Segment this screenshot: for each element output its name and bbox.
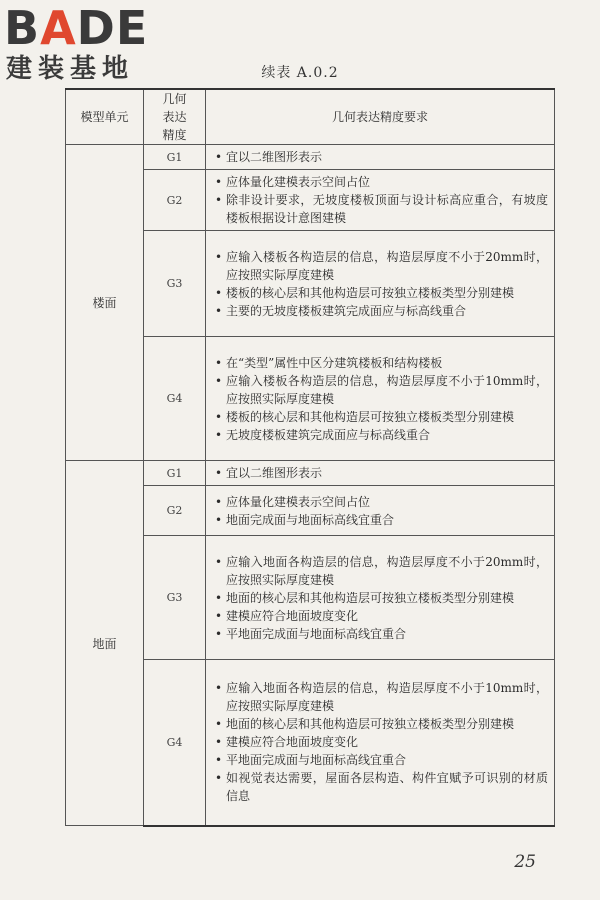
- bullet-icon: •: [215, 427, 223, 442]
- bullet-icon: •: [215, 590, 223, 605]
- requirements-cell: [206, 145, 555, 170]
- requirement-item: [215, 751, 548, 769]
- requirement-item: [215, 715, 548, 733]
- precision-grade-cell: G4: [144, 337, 206, 461]
- precision-grade-cell: G3: [144, 231, 206, 337]
- precision-grade-cell: G3: [144, 536, 206, 660]
- requirement-item: [215, 464, 548, 482]
- requirement-text: 应输入地面各构造层的信息，构造层厚度不小于10mm时，应按照实际厚度建模: [226, 681, 548, 714]
- requirement-item: [215, 607, 548, 625]
- requirement-text: 地面的核心层和其他构造层可按独立楼板类型分别建模: [226, 590, 515, 605]
- requirement-text: 应输入楼板各构造层的信息，构造层厚度不小于20mm时，应按照实际厚度建模: [226, 249, 548, 282]
- requirements-cell: [206, 231, 555, 337]
- bullet-icon: •: [215, 681, 223, 696]
- header-grade: 几何表达精度: [144, 89, 206, 145]
- bullet-icon: •: [215, 512, 223, 527]
- requirement-item: [215, 191, 548, 227]
- requirement-text: 地面的核心层和其他构造层可按独立楼板类型分别建模: [226, 717, 515, 732]
- precision-grade-cell: G2: [144, 486, 206, 536]
- requirement-item: [215, 679, 548, 715]
- requirements-cell: [206, 461, 555, 486]
- requirement-text: 平地面完成面与地面标高线宜重合: [226, 626, 407, 641]
- requirement-text: 在“类型”属性中区分建筑楼板和结构楼板: [226, 355, 443, 370]
- requirement-item: [215, 284, 548, 302]
- requirement-text: 应体量化建模表示空间占位: [226, 175, 371, 189]
- requirement-text: 宜以二维图形表示: [226, 150, 323, 164]
- requirement-item: [215, 248, 548, 284]
- requirements-cell: [206, 170, 555, 231]
- requirement-text: 无坡度楼板建筑完成面应与标高线重合: [226, 427, 431, 442]
- model-unit-cell: 楼面: [66, 145, 144, 461]
- bullet-icon: •: [215, 626, 223, 641]
- precision-grade-cell: G1: [144, 461, 206, 486]
- requirement-item: [215, 173, 548, 191]
- requirement-item: [215, 148, 548, 166]
- requirement-item: [215, 511, 548, 529]
- requirements-cell: [206, 660, 555, 826]
- bullet-icon: •: [215, 249, 223, 264]
- table-body: [66, 145, 555, 826]
- page-number: 25: [514, 852, 536, 872]
- bullet-icon: •: [215, 466, 223, 480]
- logo-wordmark: BADE: [4, 1, 149, 55]
- bullet-icon: •: [215, 735, 223, 750]
- logo-accent-letter: A: [40, 1, 77, 55]
- precision-grade-cell: G4: [144, 660, 206, 826]
- precision-table: [65, 88, 555, 827]
- requirement-item: [215, 372, 548, 408]
- requirement-text: 建模应符合地面坡度变化: [226, 608, 359, 623]
- requirement-item: [215, 493, 548, 511]
- bullet-icon: •: [215, 409, 223, 424]
- header-requirements: 几何表达精度要求: [206, 89, 555, 145]
- bullet-icon: •: [215, 150, 223, 164]
- bullet-icon: •: [215, 494, 223, 509]
- requirement-item: [215, 408, 548, 426]
- precision-grade-cell: G2: [144, 170, 206, 231]
- bullet-icon: •: [215, 608, 223, 623]
- requirement-item: [215, 589, 548, 607]
- bullet-icon: •: [215, 285, 223, 300]
- bullet-icon: •: [215, 717, 223, 732]
- requirement-text: 平地面完成面与地面标高线宜重合: [226, 753, 407, 768]
- header-unit: 模型单元: [66, 89, 144, 145]
- requirement-text: 地面完成面与地面标高线宜重合: [226, 512, 395, 527]
- requirement-text: 主要的无坡度楼板建筑完成面应与标高线重合: [226, 303, 467, 318]
- requirements-cell: [206, 536, 555, 660]
- bullet-icon: •: [215, 554, 223, 569]
- requirement-text: 楼板的核心层和其他构造层可按独立楼板类型分别建模: [226, 285, 515, 300]
- table-header-row: [66, 89, 555, 145]
- requirement-text: 楼板的核心层和其他构造层可按独立楼板类型分别建模: [226, 409, 515, 424]
- requirement-text: 应体量化建模表示空间占位: [226, 494, 371, 509]
- requirement-text: 除非设计要求，无坡度楼板顶面与设计标高应重合，有坡度楼板根据设计意图建模: [226, 193, 548, 225]
- requirement-text: 建模应符合地面坡度变化: [226, 735, 359, 750]
- table-row: [66, 461, 555, 486]
- requirement-item: [215, 426, 548, 444]
- requirements-cell: [206, 337, 555, 461]
- requirement-text: 如视觉表达需要，屋面各层构造、构件宜赋予可识别的材质信息: [226, 771, 548, 804]
- logo-subtitle: 建装基地: [6, 54, 135, 84]
- bullet-icon: •: [215, 771, 223, 786]
- requirement-text: 宜以二维图形表示: [226, 466, 323, 480]
- requirements-cell: [206, 486, 555, 536]
- requirement-item: [215, 625, 548, 643]
- model-unit-cell: 地面: [66, 461, 144, 826]
- requirement-item: [215, 733, 548, 751]
- bullet-icon: •: [215, 373, 223, 388]
- requirement-text: 应输入楼板各构造层的信息，构造层厚度不小于10mm时，应按照实际厚度建模: [226, 373, 548, 406]
- requirement-item: [215, 302, 548, 320]
- bullet-icon: •: [215, 753, 223, 768]
- table-row: [66, 145, 555, 170]
- requirement-item: [215, 769, 548, 805]
- requirement-item: [215, 553, 548, 589]
- requirement-item: [215, 354, 548, 372]
- precision-grade-cell: G1: [144, 145, 206, 170]
- requirement-text: 应输入地面各构造层的信息，构造层厚度不小于20mm时，应按照实际厚度建模: [226, 554, 548, 587]
- bullet-icon: •: [215, 355, 223, 370]
- bullet-icon: •: [215, 303, 223, 318]
- bullet-icon: •: [215, 175, 223, 189]
- table-caption: 续表 A.0.2: [261, 65, 339, 81]
- bullet-icon: •: [215, 193, 223, 207]
